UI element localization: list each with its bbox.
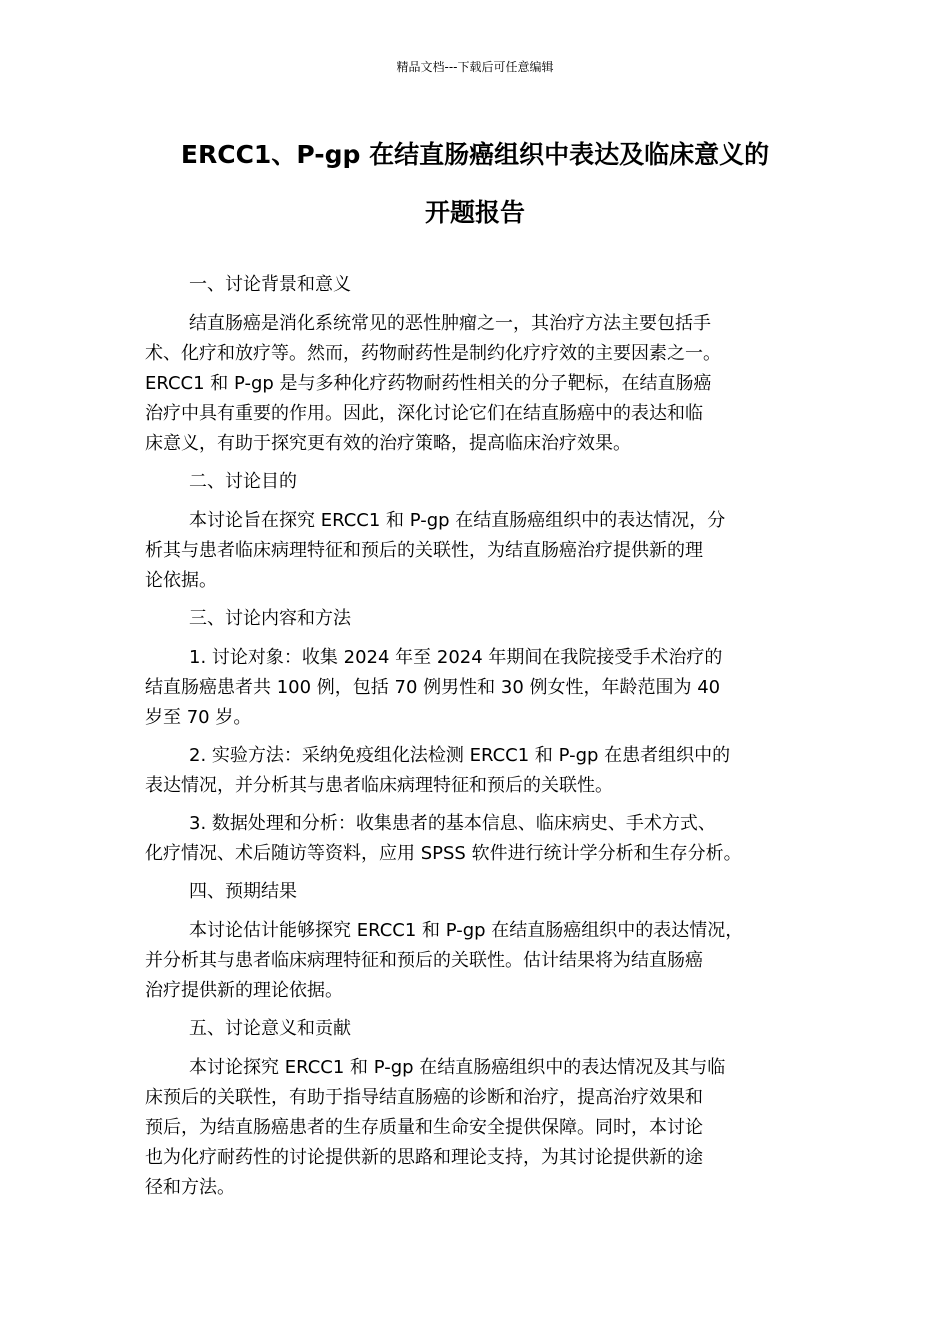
paragraph-line: 本讨论估计能够探究 ERCC1 和 P-gp 在结直肠癌组织中的表达情况， xyxy=(189,920,744,941)
document-body xyxy=(145,270,821,1211)
document-title-line-1: ERCC1、P-gp 在结直肠癌组织中表达及临床意义的 xyxy=(180,140,770,169)
paragraph-line: 本讨论探究 ERCC1 和 P-gp 在结直肠癌组织中的表达情况及其与临 xyxy=(189,1057,726,1078)
paragraph-line: 表达情况，并分析其与患者临床病理特征和预后的关联性。 xyxy=(145,775,613,796)
paragraph xyxy=(145,506,821,596)
paragraph-line: 结直肠癌患者共 100 例，包括 70 例男性和 30 例女性，年龄范围为 40 xyxy=(145,677,721,698)
paragraph xyxy=(145,809,821,869)
paragraph-line: 岁至 70 岁。 xyxy=(145,707,252,728)
section-heading: 四、预期结果 xyxy=(189,881,297,902)
paragraph-line: 治疗提供新的理论依据。 xyxy=(145,980,343,1001)
paragraph-line: 析其与患者临床病理特征和预后的关联性，为结直肠癌治疗提供新的理 xyxy=(145,540,703,561)
paragraph xyxy=(145,741,821,801)
paragraph xyxy=(145,1053,821,1203)
paragraph-line: 3. 数据处理和分析：收集患者的基本信息、临床病史、手术方式、 xyxy=(189,813,716,834)
paragraph-line: 论依据。 xyxy=(145,570,217,591)
paragraph xyxy=(145,916,821,1006)
paragraph xyxy=(145,643,821,733)
paragraph-line: 化疗情况、术后随访等资料，应用 SPSS 软件进行统计学分析和生存分析。 xyxy=(145,843,742,864)
header-note: 精品文档---下载后可任意编辑 xyxy=(396,60,554,74)
paragraph-line: 结直肠癌是消化系统常见的恶性肿瘤之一，其治疗方法主要包括手 xyxy=(189,313,711,334)
section-heading: 五、讨论意义和贡献 xyxy=(189,1018,351,1039)
section-heading: 三、讨论内容和方法 xyxy=(189,608,351,629)
paragraph-line: 预后，为结直肠癌患者的生存质量和生命安全提供保障。同时，本讨论 xyxy=(145,1117,703,1138)
paragraph-line: 也为化疗耐药性的讨论提供新的思路和理论支持，为其讨论提供新的途 xyxy=(145,1147,703,1168)
paragraph-line: ERCC1 和 P-gp 是与多种化疗药物耐药性相关的分子靶标，在结直肠癌 xyxy=(145,373,712,394)
paragraph-line: 床意义，有助于探究更有效的治疗策略，提高临床治疗效果。 xyxy=(145,433,631,454)
paragraph-line: 并分析其与患者临床病理特征和预后的关联性。估计结果将为结直肠癌 xyxy=(145,950,703,971)
paragraph-line: 径和方法。 xyxy=(145,1177,235,1198)
paragraph-line: 本讨论旨在探究 ERCC1 和 P-gp 在结直肠癌组织中的表达情况，分 xyxy=(189,510,726,531)
paragraph-line: 术、化疗和放疗等。然而，药物耐药性是制约化疗疗效的主要因素之一。 xyxy=(145,343,721,364)
section-heading: 一、讨论背景和意义 xyxy=(189,274,351,295)
paragraph-line: 治疗中具有重要的作用。因此，深化讨论它们在结直肠癌中的表达和临 xyxy=(145,403,703,424)
paragraph-line: 床预后的关联性，有助于指导结直肠癌的诊断和治疗，提高治疗效果和 xyxy=(145,1087,703,1108)
document-title-line-2: 开题报告 xyxy=(424,198,525,227)
paragraph-line: 1. 讨论对象：收集 2024 年至 2024 年期间在我院接受手术治疗的 xyxy=(189,647,723,668)
paragraph xyxy=(145,309,821,459)
paragraph-line: 2. 实验方法：采纳免疫组化法检测 ERCC1 和 P-gp 在患者组织中的 xyxy=(189,745,731,766)
section-heading: 二、讨论目的 xyxy=(189,471,297,492)
